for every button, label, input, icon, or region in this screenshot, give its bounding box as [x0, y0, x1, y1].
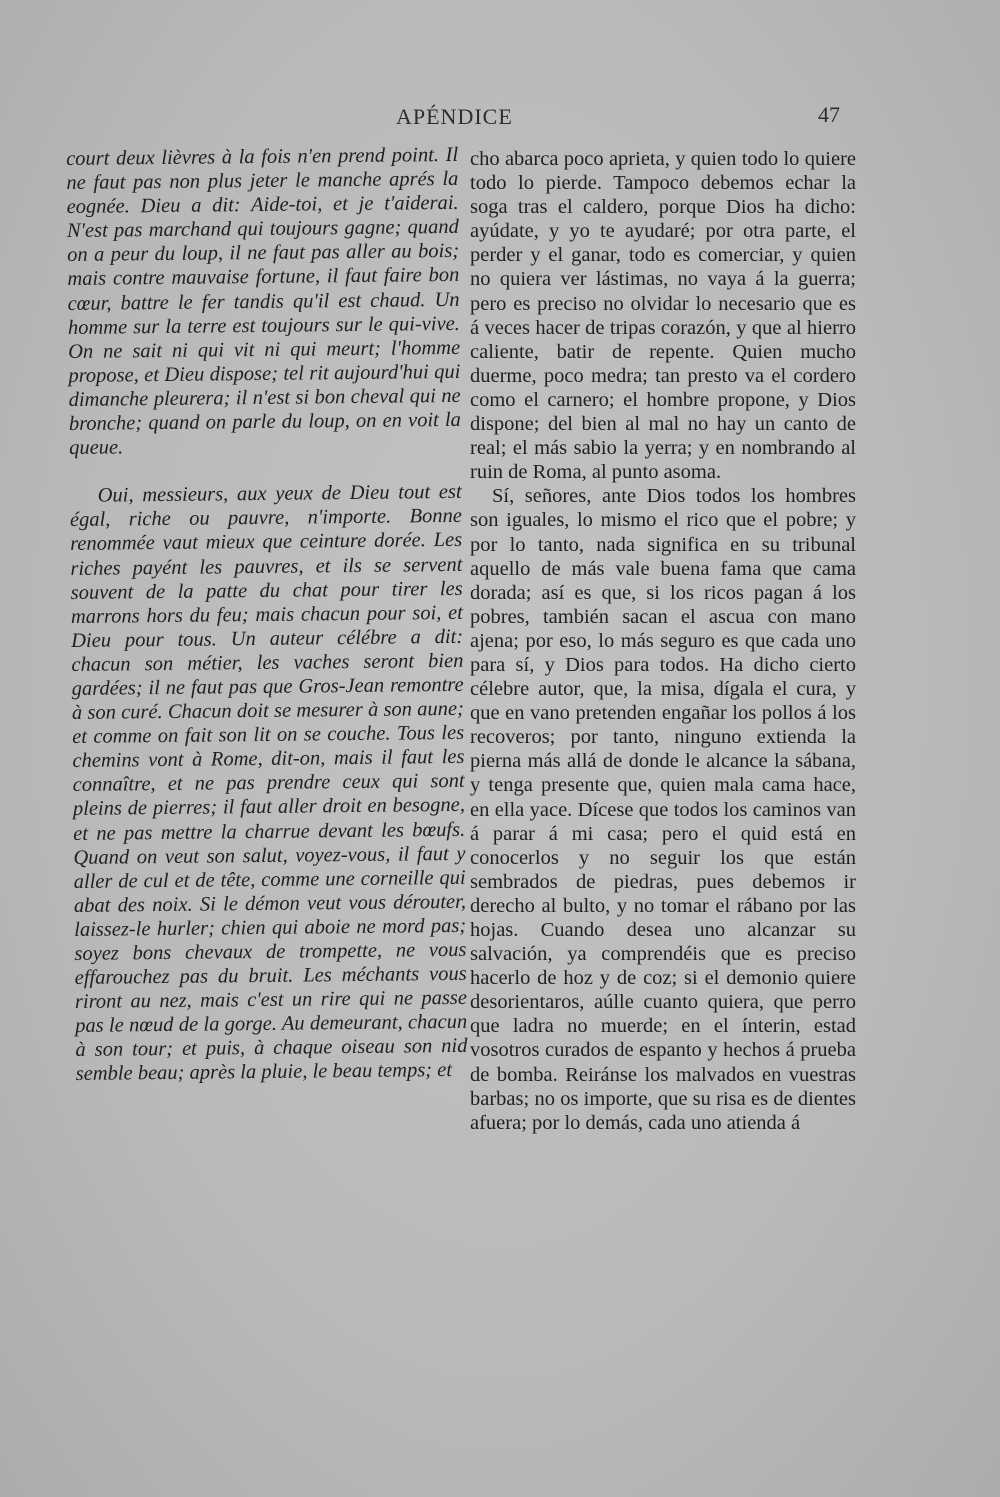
right-paragraph-2: Sí, señores, ante Dios todos los hombres son iguales, lo mismo el rico que el pobre; y por lo tanto, nada significa en su tribunal aquello de más vale buena fama que cama dorada; así es que, si los ricos pagan á los pobres, también sacan el ascua con mano ajena; por eso, lo más seguro es que cada uno para sí, y Dios para todos. Ha dicho cierto célebre autor, que, la misa, dígala el cura, y que en vano pretenden engañar los pollos á los recoveros; por tanto, ninguno extienda la pierna más allá de donde le alcance la sábana, y tenga presente que, quien mala cama hace, en ella yace. Dícese que todos los caminos van á parar á mi casa; pero el quid está en conocerlos y no seguir los que están sembrados de piedras, pues debemos ir derecho al bulto, y no tomar el rábano por las hojas. Cuando desea uno alcanzar su salvación, ya comprendéis que es preciso hacerlo de hoz y de coz; si el demonio quiere desorientaros, aúlle cuanto quiera, que perro que ladra no muerde; en el ínterin, estad vosotros curados de espanto y hechos á prueba de bomba. Reiránse los malvados en vuestras barbas; no os importe, que su risa es de dientes afuera; por lo demás, cada uno atienda á — [470, 485, 856, 1134]
page-number: 47 — [818, 102, 840, 127]
left-paragraph-2: Oui, messieurs, aux yeux de Dieu tout est égal, riche ou pauvre, n'importe. Bonne renommée vaut mieux que ceinture dorée. Les riches payént les pauvres, et ils se servent souvent de la patte du chat pour tirer les marrons hors du feu; mais chacun pour soi, et Dieu pour tous. Un auteur célébre a dit: chacun son métier, les vaches seront bien gardées; il ne faut pas que Gros-Jean remontre à son curé. Chacun doit se mesurer à son aune; et comme on fait son lit on se couche. Tous les chemins vont à Rome, dit-on, mais il faut les connaître, et ne pas prendre ceux qui sont pleins de pierres; il faut aller droit en besogne, et ne pas mettre la charrue devant les bœufs. Quand on veut son salut, voyez-vous, il faut y aller de cul et de tête, comme une corneille qui abat des noix. Si le démon veut vous dérouter, laissez-le hurler; chien qui aboie ne mord pas; soyez bons chevaux de trompette, ne vous effarouchez pas du bruit. Les méchants vous riront au nez, mais c'est un rire qui ne passe pas le nœud de la gorge. Au demeurant, chacun à son tour; et puis, à chaque oiseau son nid semble beau; après la pluie, le beau temps; et — [69, 481, 468, 1086]
right-paragraph-1: cho abarca poco aprieta, y quien todo lo quiere todo lo pierde. Tampoco debemos echar la soga tras el caldero, porque Dios ha dicho: ayúdate, y yo te ayudaré; por otra parte, el perder y el ganar, todo es comerciar, y quien no quiera ver lástimas, no vaya á la guerra; pero es preciso no olvidar lo necesario que es á veces hacer de tripas corazón, y que al hierro caliente, batir de repente. Quien mucho duerme, poco medra; tan presto va el cordero como el carnero; el hombre propone, y Dios dispone; del bien al mal no hay un canto de real; el más sabio la yerra; y en nombrando al ruin de Roma, al punto asoma. — [470, 148, 856, 484]
right-column-spanish — [470, 147, 856, 1135]
running-title: APÉNDICE — [396, 104, 513, 129]
left-column-french — [66, 143, 468, 1087]
left-paragraph-1: court deux lièvres à la fois n'en prend point. Il ne faut pas non plus jeter le manche aprés la eognée. Dieu a dit: Aide-toi, et je t'aiderai. N'est pas marchand qui toujours gagne; quand on a peur du loup, il ne faut pas aller au bois; mais contre mauvaise fortune, il faut faire bon cœur, battre le fer tandis qu'il est chaud. Un homme sur la terre est toujours sur le qui-vive. On ne sait ni qui vit ni qui meurt; l'homme propose, et Dieu dispose; tel rit aujourd'hui qui dimanche pleurera; il n'est si bon cheval qui ne bronche; quand on parle du loup, on en voit la queue. — [66, 143, 461, 460]
